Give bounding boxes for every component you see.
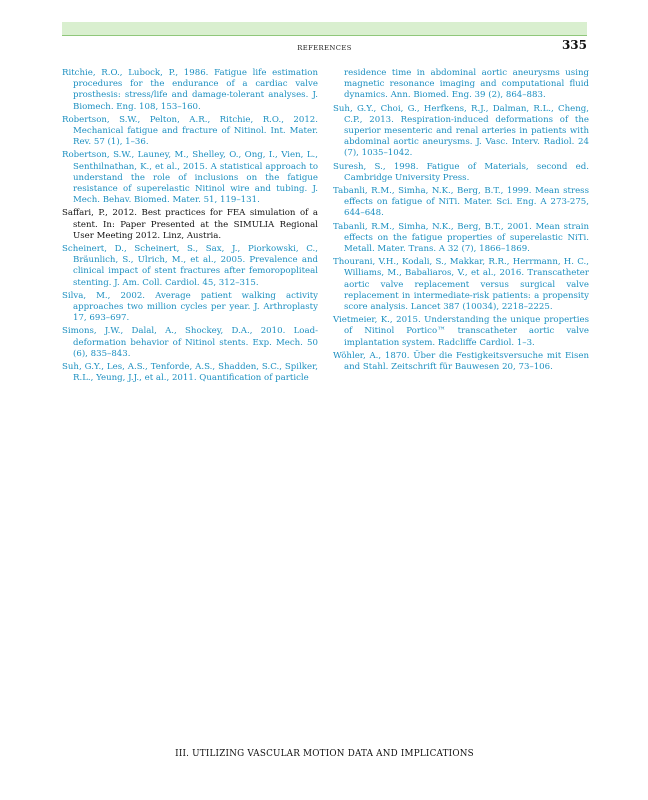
part-title-footer: III. UTILIZING VASCULAR MOTION DATA AND IMPLICATIONS — [175, 749, 474, 759]
reference-entry[interactable]: Robertson, S.W., Launey, M., Shelley, O., Ong, I., Vien, L., Senthilnathan, K., et al., 2015. A statistical approach to understand the role of inclusions on the fatigue resistance of superelastic Nitinol wire and tubing. J. Mech. Behav. Biomed. Mater. 51, 119–131. — [62, 150, 318, 206]
reference-entry[interactable]: Silva, M., 2002. Average patient walking activity approaches two million cycles per year. J. Arthroplasty 17, 693–697. — [62, 290, 318, 324]
reference-entry[interactable]: Ritchie, R.O., Lubock, P., 1986. Fatigue life estimation procedures for the endurance of a cardiac valve prosthesis: stress/life and damage-tolerant analyses. J. Biomech. Eng. 108, 153–160. — [62, 68, 318, 112]
header-band — [62, 22, 587, 36]
page-number: 335 — [561, 38, 587, 52]
reference-entry[interactable]: Suh, G.Y., Choi, G., Herfkens, R.J., Dalman, R.L., Cheng, C.P., 2013. Respiration-induced deformations of the superior mesenteric and renal arteries in patients with abdominal aortic aneurysms. J. Vasc. Interv. Radiol. 24 (7), 1035–1042. — [333, 103, 589, 159]
reference-entry[interactable]: Vietmeier, K., 2015. Understanding the unique properties of Nitinol Portico™ transcatheter aortic valve implantation system. Radcliffe Cardiol. 1–3. — [333, 315, 589, 348]
reference-entry[interactable]: Scheinert, D., Scheinert, S., Sax, J., Piorkowski, C., Bräunlich, S., Ulrich, M., et al., 2005. Prevalence and clinical impact of stent fractures after femoropopliteal stenting. J. Am. Coll. Cardiol. 45, 312–315. — [62, 244, 318, 288]
running-head — [62, 38, 587, 56]
reference-entry[interactable]: Robertson, S.W., Pelton, A.R., Ritchie, R.O., 2012. Mechanical fatigue and fracture of Nitinol. Int. Mater. Rev. 57 (1), 1–36. — [62, 114, 318, 148]
reference-entry[interactable]: Tabanli, R.M., Simha, N.K., Berg, B.T., 2001. Mean strain effects on the fatigue properties of superelastic NiTi. Metall. Mater. Trans. A 32 (7), 1866–1869. — [333, 221, 589, 255]
reference-entry[interactable]: Simons, J.W., Dalal, A., Shockey, D.A., 2010. Load-deformation behavior of Nitinol stents. Exp. Mech. 50 (6), 835–843. — [62, 326, 318, 359]
reference-entry[interactable]: Thourani, V.H., Kodali, S., Makkar, R.R., Herrmann, H. C., Williams, M., Babaliaros, V., et al., 2016. Transcatheter aortic valve replacement versus surgical valve replacement in intermediate-risk patients: a propensity score analysis. Lancet 387 (10034), 2218–2225. — [333, 257, 589, 313]
reference-entry[interactable]: Wöhler, A., 1870. Über die Festigkeitsversuche mit Eisen and Stahl. Zeitschrift für Bauwesen 20, 73–106. — [333, 350, 589, 373]
references-column-right — [333, 68, 589, 375]
reference-entry[interactable]: Tabanli, R.M., Simha, N.K., Berg, B.T., 1999. Mean stress effects on fatigue of NiTi. Mater. Sci. Eng. A 273-275, 644–648. — [333, 186, 589, 219]
reference-entry[interactable]: residence time in abdominal aortic aneurysms using magnetic resonance imaging and computational fluid dynamics. Ann. Biomed. Eng. 39 (2), 864–883. — [344, 68, 589, 101]
section-title: REFERENCES — [297, 44, 352, 52]
reference-entry: Saffari, P., 2012. Best practices for FEA simulation of a stent. In: Paper Presented at the SIMULIA Regional User Meeting 2012. Linz, Austria. — [62, 208, 318, 241]
reference-entry[interactable]: Suresh, S., 1998. Fatigue of Materials, second ed. Cambridge University Press. — [333, 161, 589, 183]
references-column-left — [62, 68, 318, 386]
reference-entry[interactable]: Suh, G.Y., Les, A.S., Tenforde, A.S., Shadden, S.C., Spilker, R.L., Yeung, J.J., et al., 2011. Quantification of particle — [62, 362, 318, 384]
